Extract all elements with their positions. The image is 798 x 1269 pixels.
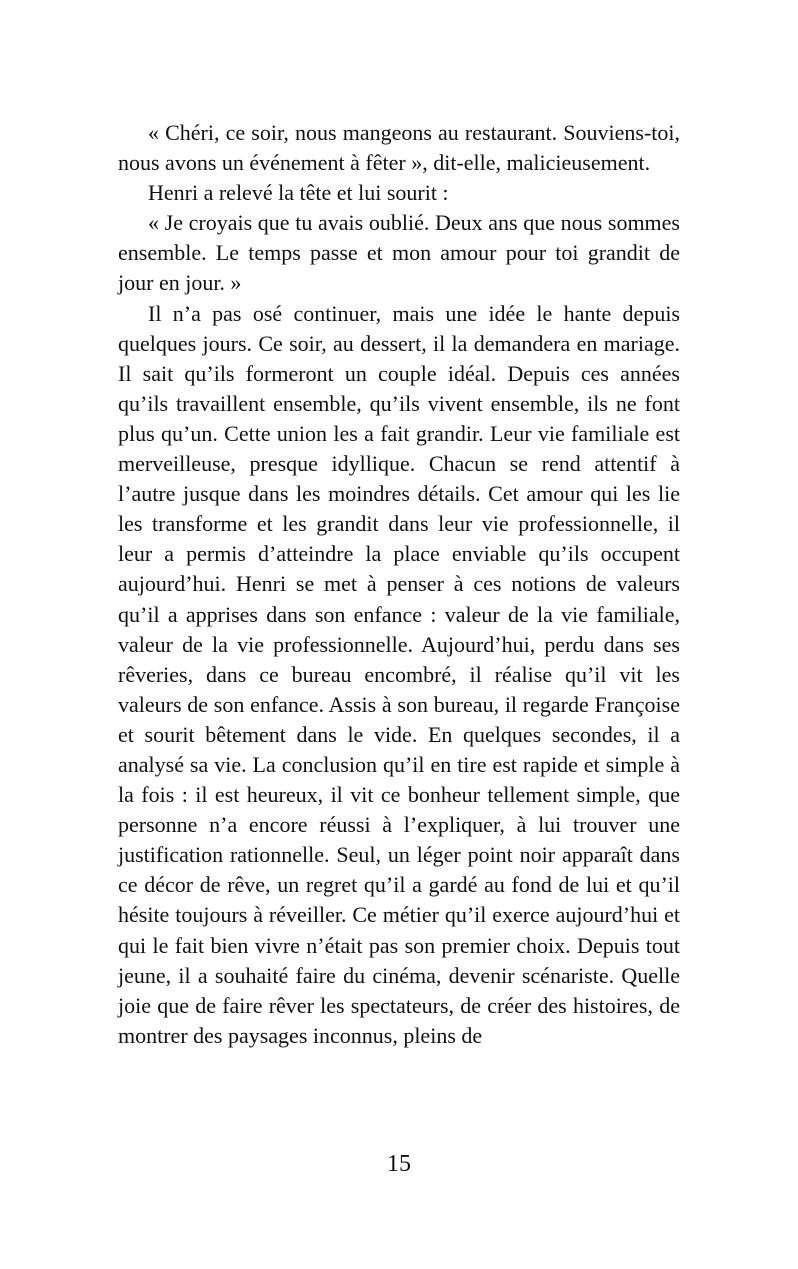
paragraph: « Chéri, ce soir, nous mangeons au restaurant. Souviens-toi, nous avons un événement à fêter », dit-elle, malicieusement. [118,120,680,176]
page-body [118,118,680,1051]
paragraph: Il n’a pas osé continuer, mais une idée le hante depuis quelques jours. Ce soir, au dessert, il la demandera en mariage. Il sait qu’ils formeront un couple idéal. Depuis ces années qu’ils travaillent ensemble, qu’ils vivent ensemble, ils ne font plus qu’un. Cette union les a fait grandir. Leur vie familiale est merveilleuse, presque idyllique. Chacun se rend attentif à l’autre jusque dans les moindres détails. Cet amour qui les lie les transforme et les grandit dans leur vie professionnelle, il leur a permis d’atteindre la place enviable qu’ils occupent aujourd’hui. Henri se met à penser à ces notions de valeurs qu’il a apprises dans son enfance : valeur de la vie familiale, valeur de la vie professionnelle. Aujourd’hui, perdu dans ses rêveries, dans ce bureau encombré, il réalise qu’il vit les valeurs de son enfance. Assis à son bureau, il regarde Françoise et sourit bêtement dans le vide. En quelques secondes, il a analysé sa vie. La conclusion qu’il en tire est rapide et simple à la fois : il est heureux, il vit ce bonheur tellement simple, que personne n’a encore réussi à l’expliquer, à lui trouver une justification rationnelle. Seul, un léger point noir apparaît dans ce décor de rêve, un regret qu’il a gardé au fond de lui et qu’il hésite toujours à réveiller. Ce métier qu’il exerce aujourd’hui et qui le fait bien vivre n’était pas son premier choix. Depuis tout jeune, il a souhaité faire du cinéma, devenir scénariste. Quelle joie que de faire rêver les spectateurs, de créer des histoires, de montrer des paysages inconnus, pleins de [118,300,680,1048]
page-number: 15 [387,1151,411,1177]
paragraph: « Je croyais que tu avais oublié. Deux ans que nous sommes ensemble. Le temps passe et mon amour pour toi grandit de jour en jour. » [118,210,680,296]
paragraph: Henri a relevé la tête et lui sourit : [148,180,449,206]
